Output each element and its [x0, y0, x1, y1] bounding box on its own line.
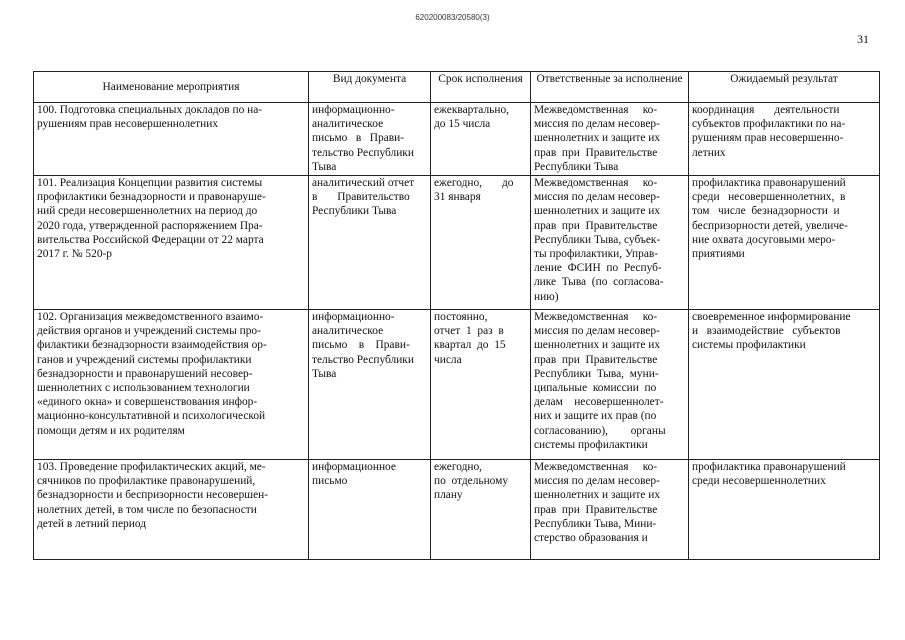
table-row	[34, 176, 880, 310]
cell-text-line: мационно-консультативной и психологической	[37, 410, 266, 423]
column-header-responsible: Ответственные за исполнение	[531, 72, 689, 103]
cell-text-line: миссия по делам несовер-	[534, 475, 660, 488]
cell-text-line: ежегодно,	[434, 461, 483, 473]
table-row	[34, 103, 880, 176]
cell-text-line: лике Тыва (по согласова-	[534, 276, 664, 289]
cell-text-line: рушениям прав несовершенно-	[692, 132, 844, 145]
cell-text-line: помощи детям и их родителям	[37, 424, 185, 437]
column-header-name: Наименование мероприятия	[34, 72, 309, 103]
cell-text-line: письмо	[312, 475, 348, 488]
cell-text-line: прав при Правительстве	[534, 219, 658, 232]
cell-text-line: среди несовершеннолетних	[692, 475, 826, 488]
cell-text-line: 31 января	[434, 191, 481, 204]
cell-text-line: Республики Тыва	[534, 160, 619, 173]
cell-responsible	[531, 460, 689, 560]
cell-result	[689, 310, 880, 460]
cell-responsible	[531, 310, 689, 460]
table-row	[34, 460, 880, 560]
cell-text-line: 101. Реализация Концепции развития системы	[37, 177, 263, 189]
cell-text-line: детей в летний период	[37, 517, 147, 530]
cell-text-line: отчет 1 раз в	[434, 325, 504, 338]
cell-text-line: Республики Тыва, Мини-	[534, 517, 657, 530]
cell-result	[689, 176, 880, 310]
table-header-row	[34, 72, 880, 103]
cell-text-line: письмо в Прави-	[312, 132, 405, 145]
cell-text-line: шеннолетних и защите их	[534, 132, 661, 145]
cell-text-line: миссия по делам несовер-	[534, 325, 660, 338]
cell-name	[34, 176, 309, 310]
cell-text-line: летних	[692, 146, 726, 159]
cell-text-line: том числе безнадзорности и	[692, 205, 840, 218]
cell-text-line: миссия по делам несовер-	[534, 191, 660, 204]
cell-text-line: 2020 года, утвержденной распоряжением Пра-	[37, 219, 263, 232]
cell-doc-type	[309, 103, 431, 176]
cell-text-line: стерство образования и	[534, 532, 648, 545]
cell-doc-type	[309, 176, 431, 310]
cell-text-line: системы профилактики	[534, 438, 648, 451]
cell-text-line: и взаимодействие субъектов	[692, 325, 841, 338]
cell-text-line: тельство Республики	[312, 353, 414, 366]
cell-text-line: беспризорности детей, увеличе-	[692, 219, 848, 232]
cell-text-line: вительства Российской Федерации от 22 марта	[37, 233, 264, 246]
cell-text-line: ние охвата досуговыми меро-	[692, 233, 836, 246]
cell-result	[689, 103, 880, 176]
cell-text-line: координация деятельности	[692, 104, 840, 116]
cell-text-line: ципальные комиссии по	[534, 382, 657, 395]
cell-text-line: ежегодно, до	[434, 177, 514, 189]
cell-text-line: безнадзорности и правонарушений несовер-	[37, 367, 253, 380]
cell-text-line: аналитический отчет	[312, 177, 415, 189]
cell-text-line: профилактика правонарушений	[692, 177, 846, 189]
cell-text-line: ежеквартально,	[434, 104, 509, 116]
cell-term	[431, 310, 531, 460]
cell-text-line: профилактика правонарушений	[692, 461, 846, 473]
cell-text-line: тельство Республики	[312, 146, 414, 159]
cell-term	[431, 460, 531, 560]
cell-text-line: согласованию), органы	[534, 424, 666, 437]
cell-responsible	[531, 103, 689, 176]
column-header-result: Ожидаемый результат	[689, 72, 880, 103]
cell-text-line: филактики безнадзорности взаимодействия ор-	[37, 339, 267, 352]
cell-term	[431, 176, 531, 310]
document-id: 620200083/20580(3)	[415, 13, 490, 22]
column-header-doc-type: Вид документа	[309, 72, 431, 103]
cell-text-line: плану	[434, 489, 463, 502]
cell-term	[431, 103, 531, 176]
cell-text-line: прав при Правительстве	[534, 353, 658, 366]
cell-text-line: шеннолетних и защите их	[534, 205, 661, 218]
cell-text-line: действия органов и учреждений системы про-	[37, 325, 261, 338]
cell-text-line: них и защите их прав (по	[534, 410, 657, 423]
cell-text-line: аналитическое	[312, 118, 384, 131]
cell-text-line: 102. Организация межведомственного взаимо-	[37, 311, 264, 323]
cell-responsible	[531, 176, 689, 310]
cell-text-line: профилактики безнадзорности и правонаруше-	[37, 191, 266, 204]
cell-text-line: ний среди несовершеннолетних на период до	[37, 205, 258, 218]
cell-text-line: среди несовершеннолетних, в	[692, 191, 846, 204]
cell-text-line: прав при Правительстве	[534, 503, 658, 516]
cell-text-line: Республики Тыва, муни-	[534, 367, 659, 380]
cell-text-line: Тыва	[312, 367, 337, 380]
cell-text-line: приятиями	[692, 248, 745, 261]
cell-text-line: в Правительство	[312, 191, 410, 204]
cell-text-line: «единого окна» и совершенствования инфор-	[37, 396, 258, 409]
measures-table	[33, 71, 880, 560]
cell-text-line: числа	[434, 353, 462, 366]
cell-text-line: аналитическое	[312, 325, 384, 338]
cell-text-line: шеннолетних и защите их	[534, 489, 661, 502]
cell-text-line: системы профилактики	[692, 339, 806, 352]
cell-text-line: шеннолетних с использованием технологии	[37, 382, 250, 395]
cell-text-line: 103. Проведение профилактических акций, ме-	[37, 461, 266, 473]
cell-text-line: Тыва	[312, 160, 337, 173]
cell-text-line: информационно-	[312, 104, 395, 116]
cell-text-line: Межведомственная ко-	[534, 461, 658, 473]
cell-name	[34, 310, 309, 460]
cell-doc-type	[309, 310, 431, 460]
cell-text-line: Республики Тыва, субъек-	[534, 233, 661, 246]
cell-name	[34, 103, 309, 176]
cell-text-line: Межведомственная ко-	[534, 311, 658, 323]
cell-text-line: до 15 числа	[434, 118, 491, 131]
cell-text-line: квартал до 15	[434, 339, 506, 352]
cell-text-line: постоянно,	[434, 311, 488, 323]
page-number: 31	[857, 32, 869, 46]
cell-text-line: прав при Правительстве	[534, 146, 658, 159]
cell-doc-type	[309, 460, 431, 560]
cell-text-line: ганов и учреждений системы профилактики	[37, 353, 252, 366]
cell-text-line: миссия по делам несовер-	[534, 118, 660, 131]
cell-text-line: письмо в Прави-	[312, 339, 410, 352]
cell-text-line: нолетних детей, в том числе по безопасности	[37, 503, 257, 516]
cell-text-line: информационно-	[312, 311, 395, 323]
cell-result	[689, 460, 880, 560]
cell-text-line: сячников по профилактике правонарушений,	[37, 475, 256, 488]
cell-text-line: своевременное информирование	[692, 311, 851, 323]
cell-name	[34, 460, 309, 560]
column-header-term: Срок исполнения	[431, 72, 531, 103]
cell-text-line: шеннолетних и защите их	[534, 339, 661, 352]
cell-text-line: ты профилактики, Управ-	[534, 248, 659, 261]
cell-text-line: субъектов профилактики по на-	[692, 118, 846, 131]
cell-text-line: рушениям прав несовершеннолетних	[37, 118, 219, 131]
cell-text-line: нию)	[534, 290, 559, 303]
cell-text-line: 100. Подготовка специальных докладов по на-	[37, 104, 263, 116]
cell-text-line: Межведомственная ко-	[534, 177, 658, 189]
cell-text-line: Республики Тыва	[312, 205, 397, 218]
cell-text-line: информационное	[312, 461, 396, 473]
cell-text-line: 2017 г. № 520-р	[37, 248, 113, 261]
cell-text-line: ление ФСИН по Респуб-	[534, 262, 662, 275]
cell-text-line: делам несовершеннолет-	[534, 396, 664, 409]
cell-text-line: безнадзорности и беспризорности несовершен-	[37, 489, 269, 502]
cell-text-line: по отдельному	[434, 475, 509, 488]
cell-text-line: Межведомственная ко-	[534, 104, 658, 116]
table-row	[34, 310, 880, 460]
